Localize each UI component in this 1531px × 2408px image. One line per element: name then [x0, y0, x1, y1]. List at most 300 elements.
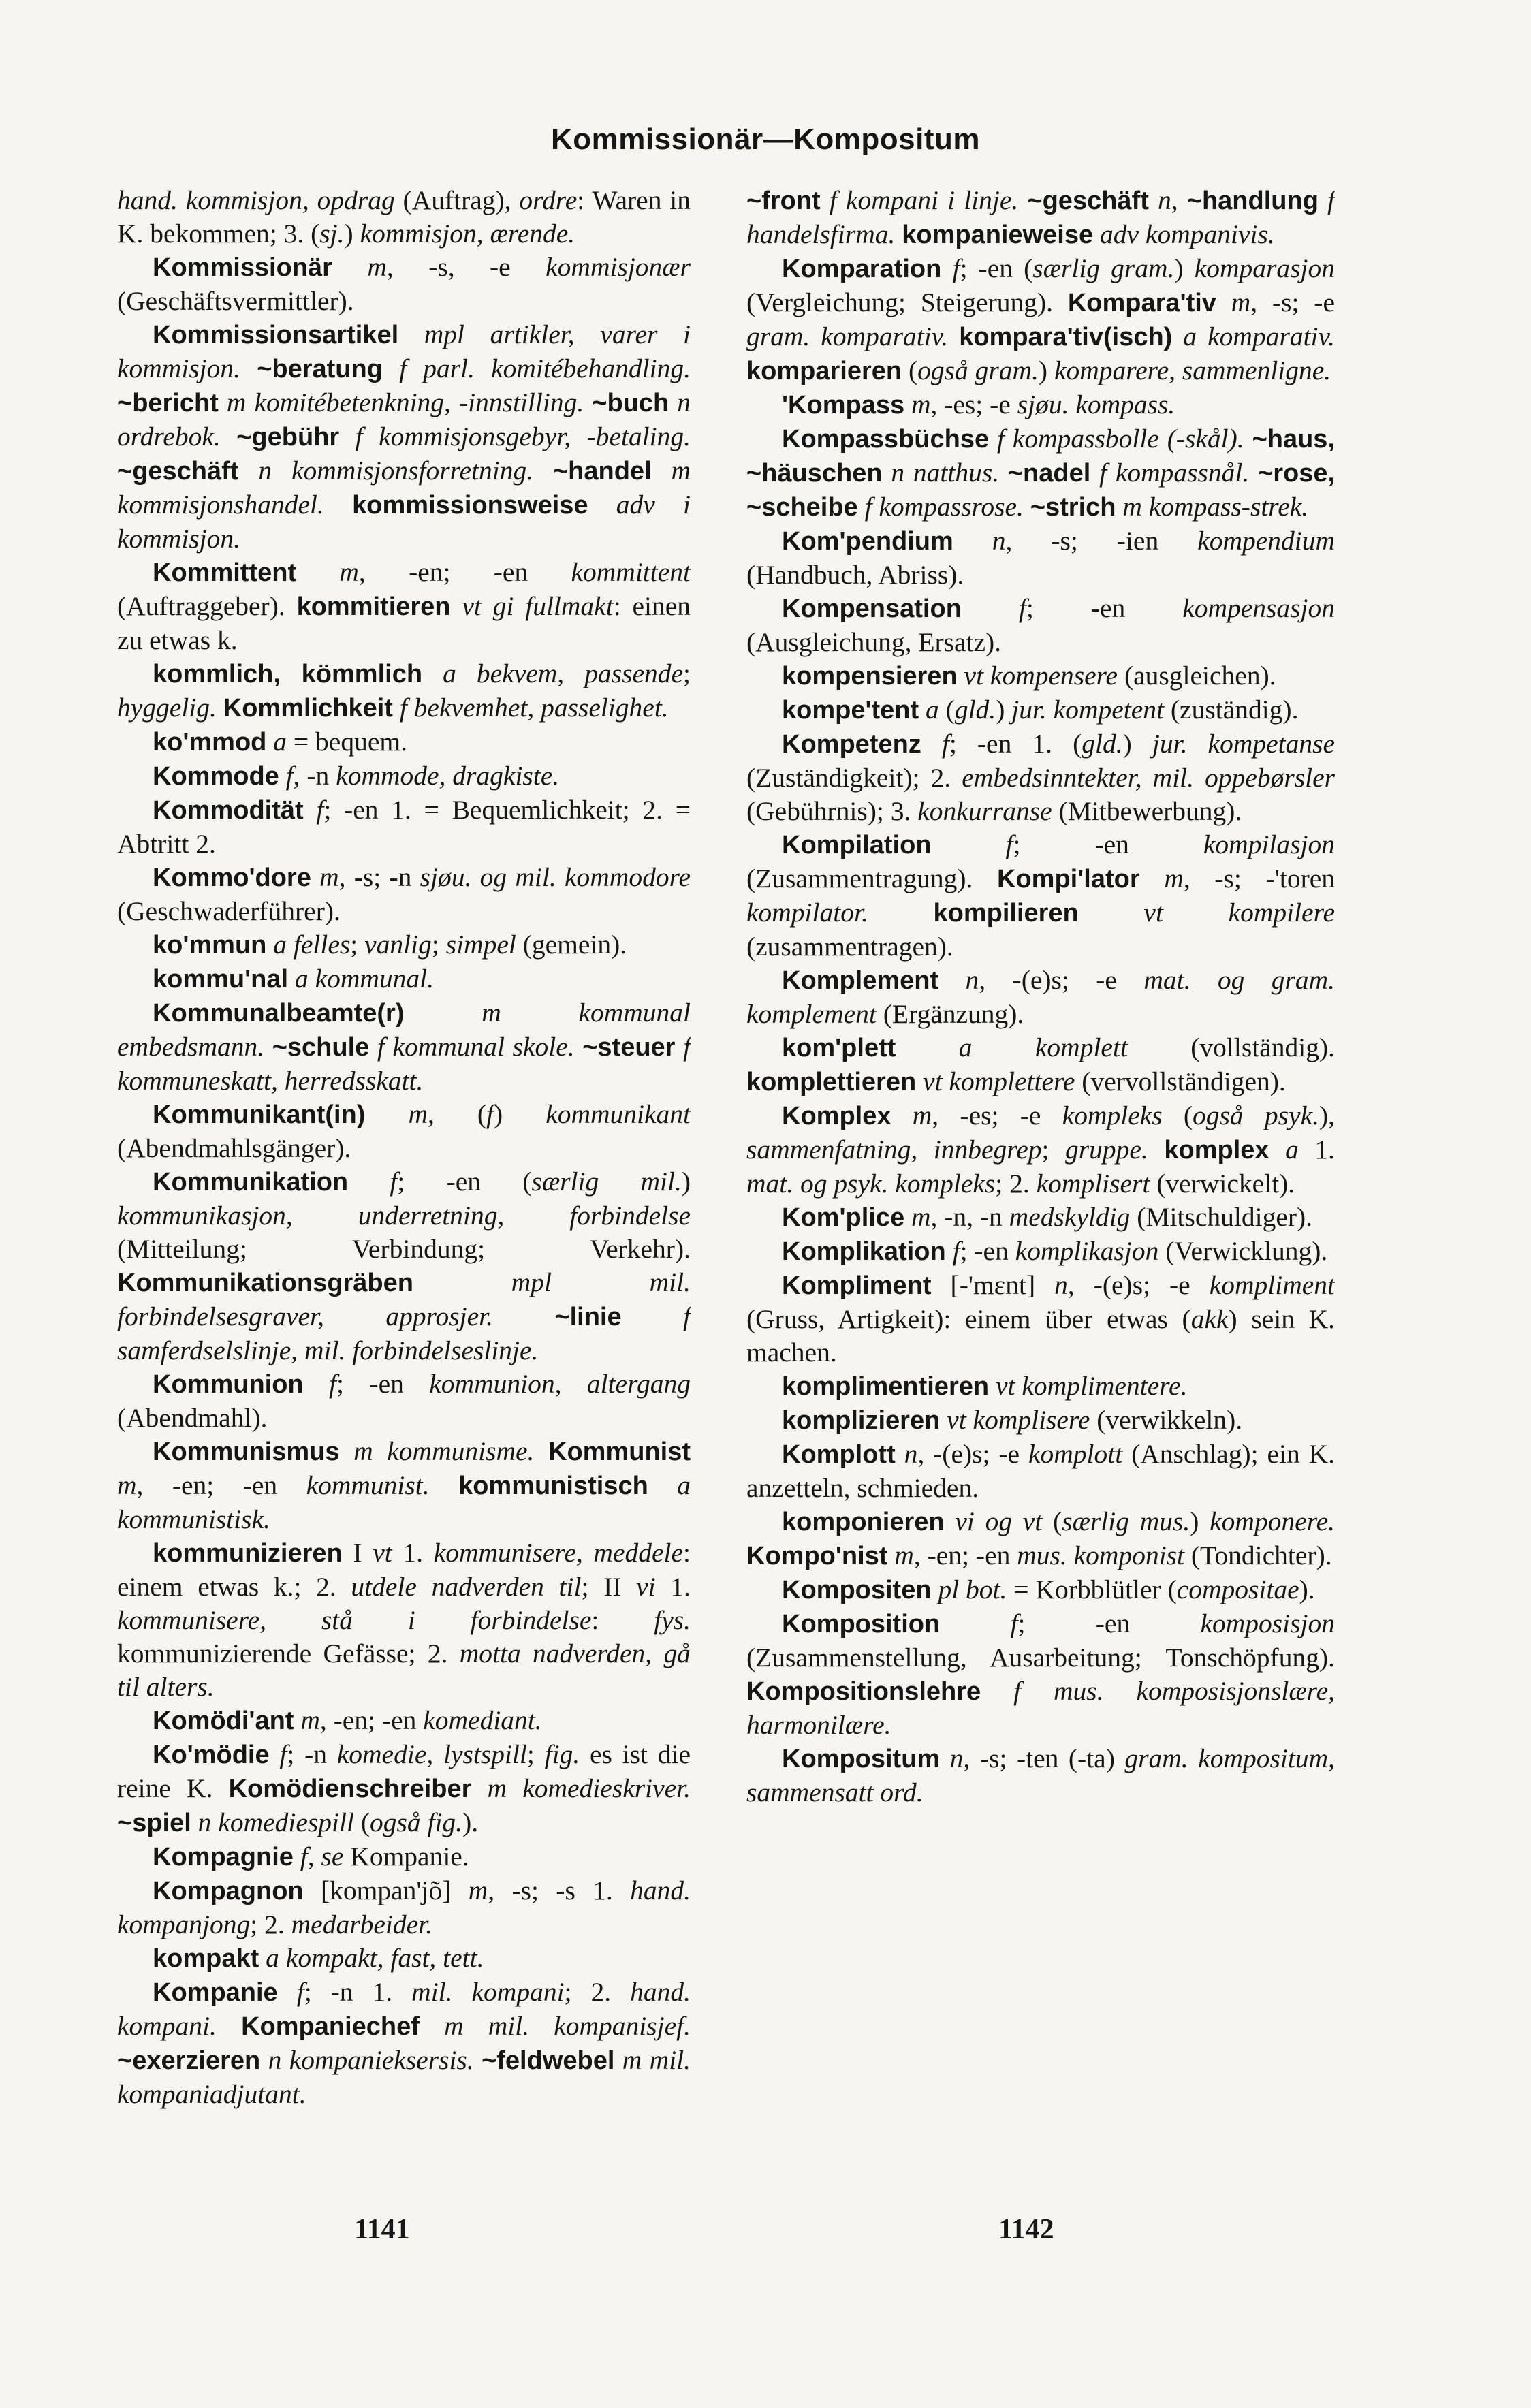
entry-text: ; -n 1. — [304, 1977, 412, 2007]
headword: Kompliment — [782, 1271, 932, 1300]
entry-text: 1. — [1298, 1135, 1335, 1165]
entry-text: , -es; -e — [932, 1100, 1062, 1130]
entry-text: = Korbblütler ( — [1007, 1574, 1177, 1604]
dictionary-entry — [746, 592, 1335, 659]
headword: kommissionsweise — [352, 491, 588, 520]
translation-text: m — [339, 557, 359, 587]
entry-text: , -en; -en — [913, 1540, 1017, 1570]
headword: Kompositen — [782, 1576, 932, 1604]
entry-text — [219, 387, 227, 417]
entry-text — [675, 1032, 683, 1062]
entry-text — [339, 422, 355, 452]
translation-text: f mus. komposisjonslære, harmonilære. — [746, 1676, 1335, 1740]
translation-text: gld. — [954, 695, 996, 725]
dictionary-entry — [117, 1435, 691, 1536]
entry-text — [1116, 492, 1122, 522]
entry-text: (Ergänzung). — [876, 999, 1024, 1029]
headword: Kommode — [153, 762, 279, 791]
translation-text: m kommisjonshandel. — [117, 456, 691, 520]
headword: ~bericht — [117, 389, 219, 417]
headword: kommu'nal — [153, 965, 289, 994]
entry-text — [896, 1439, 904, 1469]
translation-text: vt kompilere — [1143, 898, 1335, 928]
translation-text: hand. kompanjong — [117, 1875, 691, 1939]
entry-text — [1148, 1135, 1165, 1165]
entry-text — [941, 253, 952, 283]
entry-text: ; -en 1. ( — [949, 729, 1082, 759]
headword: komplizieren — [782, 1406, 941, 1435]
entry-text — [420, 2011, 444, 2041]
headword: Kommlichkeit — [223, 694, 393, 723]
entry-text — [240, 353, 257, 383]
entry-text — [1269, 1135, 1286, 1165]
translation-text: n natthus. — [891, 458, 1000, 488]
translation-text: også gram. — [917, 355, 1039, 385]
entry-text: ). — [462, 1807, 479, 1837]
translation-text: gld. — [1082, 729, 1123, 759]
translation-text: mil. kompani — [411, 1977, 565, 2007]
entry-text — [451, 591, 462, 621]
entry-text: 1. — [392, 1538, 434, 1568]
headword: Kompassbüchse — [782, 425, 990, 454]
entry-text: ; -en 1. = Bequemlichkeit; 2. = Abtritt 2. — [117, 795, 691, 859]
dictionary-entry — [117, 184, 691, 251]
translation-text: kommunisere, meddele — [433, 1538, 684, 1568]
entry-text: : einem etwas k.; 2. — [117, 1538, 691, 1602]
dictionary-entry — [746, 422, 1335, 524]
translation-text: komediant. — [423, 1705, 542, 1735]
entry-text — [278, 1977, 297, 2007]
translation-text: komparasjon — [1194, 253, 1335, 283]
headword: Kommissionsartikel — [153, 321, 399, 349]
entry-text — [1140, 864, 1165, 893]
entry-text — [896, 1032, 958, 1062]
entry-text — [191, 1807, 198, 1837]
translation-text: hand. kommisjon, opdrag — [117, 185, 395, 215]
entry-text: , -(e)s; -e — [917, 1439, 1028, 1469]
headword: Kommittent — [153, 558, 297, 587]
translation-text: medskyldig — [1009, 1202, 1131, 1232]
translation-text: f — [316, 795, 324, 825]
entry-text: (verwickelt). — [1150, 1169, 1295, 1199]
entry-text — [304, 795, 317, 825]
dictionary-entry — [746, 693, 1335, 727]
dictionary-entry — [746, 1099, 1335, 1201]
entry-text: (Zuständigkeit); 2. — [746, 763, 962, 793]
translation-text: komplikasjon — [1015, 1236, 1159, 1266]
entry-text: (verwikkeln). — [1090, 1405, 1243, 1435]
headword: Kommissionär — [153, 253, 332, 282]
entry-text: ( — [353, 1807, 370, 1837]
translation-text: mpl artikler, varer i kommisjon. — [117, 319, 691, 383]
headword: Komparation — [782, 255, 942, 283]
translation-text: vanlig — [364, 930, 432, 960]
entry-text — [279, 761, 286, 791]
headword: komplimentieren — [782, 1372, 990, 1401]
headword: kompe'tent — [782, 696, 919, 725]
entry-text: ; — [350, 930, 365, 960]
translation-text: mus. komponist — [1017, 1540, 1185, 1570]
entry-text: (Ausgleichung, Ersatz). — [746, 627, 1002, 657]
translation-text: f — [952, 1236, 960, 1266]
translation-text: m — [300, 1705, 320, 1735]
headword: Komplex — [782, 1102, 891, 1130]
headword: kompakt — [153, 1944, 259, 1973]
translation-text: også fig. — [369, 1807, 463, 1837]
entry-text: (Geschwaderführer). — [117, 896, 341, 926]
dictionary-entry — [746, 388, 1335, 422]
entry-text — [588, 490, 616, 520]
entry-text — [324, 490, 352, 520]
dictionary-entry — [746, 1269, 1335, 1369]
translation-text: gruppe. — [1065, 1135, 1148, 1165]
entry-text — [953, 526, 992, 556]
translation-text: f — [329, 1369, 337, 1399]
entry-text: (Vergleichung; Steigerung). — [746, 287, 1068, 317]
entry-text: ; — [1041, 1135, 1066, 1165]
entry-text — [294, 1705, 300, 1735]
translation-text: jur. kompetanse — [1152, 729, 1335, 759]
translation-text: m — [894, 1540, 914, 1570]
left-column — [117, 184, 691, 2200]
headword: ~feldwebel — [482, 2046, 615, 2075]
entry-text: [kompan'jõ] — [303, 1875, 469, 1905]
entry-text — [296, 557, 339, 587]
translation-text: ordre — [519, 185, 578, 215]
entry-text: ( — [902, 355, 918, 385]
translation-text: m — [468, 1875, 488, 1905]
entry-text: (ausgleichen). — [1118, 661, 1276, 691]
dictionary-entry — [117, 1367, 691, 1435]
entry-text: ; -n — [287, 1739, 337, 1769]
translation-text: embedsinntekter, mil. oppebørsler — [962, 763, 1335, 793]
entry-text: kommunizierende Gefässe; 2. — [117, 1638, 460, 1668]
headword: kompara'tiv(isch) — [959, 323, 1173, 351]
entry-text — [895, 219, 902, 249]
translation-text: a komplett — [958, 1032, 1128, 1062]
headword: Kommunikation — [153, 1168, 349, 1197]
entry-text: : — [591, 1605, 654, 1635]
headword: kommlich, kömmlich — [153, 660, 423, 688]
entry-text: , -s, -e — [386, 252, 546, 282]
entry-text — [948, 321, 959, 351]
entry-text — [938, 965, 965, 995]
entry-text — [1216, 287, 1231, 317]
entry-text — [989, 424, 997, 454]
dictionary-entry — [117, 1976, 691, 2111]
translation-text: kommunikasjon, underretning, forbindelse — [117, 1201, 691, 1231]
entry-text — [348, 1167, 390, 1197]
entry-text — [294, 1841, 300, 1871]
headword: kommunizieren — [153, 1539, 343, 1568]
headword: Komplement — [782, 966, 939, 995]
page-number-right: 1142 — [998, 2214, 1054, 2245]
translation-text: særlig mil. — [531, 1167, 682, 1197]
headword: ko'mmun — [153, 931, 267, 960]
translation-text: f — [1018, 593, 1026, 623]
translation-text: a kompakt, fast, tett. — [266, 1943, 484, 1973]
headword: Kommunion — [153, 1370, 304, 1399]
entry-text: ( — [1162, 1100, 1193, 1130]
entry-text: , -en; -en — [358, 557, 571, 587]
entry-text — [916, 1066, 923, 1096]
translation-text: motta nadverden, gå til alters. — [117, 1638, 691, 1702]
headword: ~strich — [1030, 493, 1116, 522]
entry-text: (Zusammenstellung, Ausarbeitung; Tonschöpfung). — [746, 1643, 1335, 1673]
dictionary-entry — [117, 793, 691, 861]
translation-text: f — [390, 1167, 398, 1197]
translation-text: f — [296, 1977, 304, 2007]
headword: ~front — [746, 187, 821, 215]
dictionary-entry — [746, 1369, 1335, 1404]
translation-text: f — [941, 729, 949, 759]
translation-text: a — [1285, 1135, 1299, 1165]
entry-text: 1. — [655, 1572, 691, 1602]
translation-text: m — [117, 1470, 137, 1500]
entry-text — [962, 593, 1019, 623]
headword: Kompilation — [782, 831, 932, 859]
translation-text: sjøu. og mil. kommodore — [420, 862, 691, 892]
translation-text: n kommisjonsforretning. — [258, 456, 534, 486]
headword: Kommunismus — [153, 1438, 340, 1466]
dictionary-entry — [117, 251, 691, 318]
entry-text: , -en; -en — [319, 1705, 424, 1735]
translation-text: sammenfatning, innbegrep — [746, 1135, 1042, 1165]
translation-text: kommisjonær — [546, 252, 691, 282]
dictionary-entry — [746, 524, 1335, 592]
entry-text — [1319, 185, 1327, 215]
entry-text: ; -en — [1013, 829, 1203, 859]
translation-text: kompilasjon — [1203, 829, 1335, 859]
entry-text — [1079, 898, 1144, 928]
entry-text: ; -en — [1017, 1609, 1201, 1638]
translation-text: komplott — [1028, 1439, 1123, 1469]
translation-text: f kommunal skole. — [377, 1032, 575, 1062]
translation-text: m komedieskriver. — [487, 1773, 691, 1803]
headword: ~handlung — [1186, 187, 1319, 215]
dictionary-entry — [746, 1607, 1335, 1742]
entry-text — [393, 693, 400, 723]
headword: ~rose, ~scheibe — [746, 459, 1335, 522]
translation-text: simpel — [445, 930, 516, 960]
translation-text: m — [319, 862, 339, 892]
entry-text: (Mitteilung; Verbindung; Verkehr). — [117, 1234, 691, 1264]
translation-text: kompendium — [1197, 526, 1335, 556]
headword: Kompositum — [782, 1745, 941, 1773]
entry-text: ). — [1299, 1574, 1315, 1604]
translation-text: medarbeider. — [291, 1910, 432, 1939]
translation-text: sj. — [319, 219, 345, 249]
dictionary-entry — [117, 1704, 691, 1738]
headword: ~geschäft — [117, 457, 239, 486]
entry-text — [369, 1032, 377, 1062]
translation-text: vt komplimentere. — [995, 1371, 1188, 1401]
entry-text: : Waren in K. bekommen; 3. ( — [117, 185, 691, 249]
dictionary-entry — [117, 1942, 691, 1976]
translation-text: f — [279, 1739, 287, 1769]
headword: kompanieweise — [902, 221, 1094, 249]
entry-text — [339, 1436, 353, 1466]
entry-text: ; — [431, 930, 446, 960]
entry-text: ; -en ( — [397, 1167, 532, 1197]
page-number-left: 1141 — [354, 2214, 410, 2245]
right-column — [746, 184, 1335, 2200]
entry-text — [575, 1032, 583, 1062]
entry-text — [270, 1739, 280, 1769]
entry-text: (Mitschuldiger). — [1130, 1202, 1313, 1232]
entry-text: ) — [1174, 253, 1195, 283]
translation-text: vt komplisere — [947, 1405, 1090, 1435]
headword: komparieren — [746, 357, 902, 385]
headword: ~spiel — [117, 1809, 191, 1837]
entry-text: (Abendmahlsgänger). — [117, 1133, 351, 1163]
translation-text: m komitébetenkning, -innstilling. — [226, 387, 584, 417]
entry-text: (Auftraggeber). — [117, 591, 297, 621]
dictionary-entry — [117, 1738, 691, 1840]
entry-text: es ist die reine K. — [117, 1739, 691, 1803]
entry-text — [413, 1267, 511, 1297]
entry-text — [868, 898, 934, 928]
entry-text: ; II — [581, 1572, 637, 1602]
entry-text: (zuständig). — [1164, 695, 1299, 725]
translation-text: mat. og psyk. kompleks — [746, 1169, 996, 1199]
dictionary-entry — [746, 252, 1335, 388]
headword: kommitieren — [296, 592, 451, 621]
translation-text: a kommunal. — [294, 964, 435, 994]
dictionary-entry — [117, 928, 691, 962]
translation-text: f handelsfirma. — [746, 185, 1335, 249]
headword: kompensieren — [782, 662, 958, 691]
headword: Kompensation — [782, 595, 962, 623]
translation-text: kommunikant — [546, 1099, 691, 1129]
translation-text: f kompani i linje. — [829, 185, 1019, 215]
translation-text: vt komplettere — [923, 1066, 1075, 1096]
translation-text: m kommunisme. — [353, 1436, 535, 1466]
translation-text: n ordrebok. — [117, 387, 691, 452]
entry-text — [584, 387, 592, 417]
entry-text: (Mitbewerbung). — [1052, 796, 1242, 826]
translation-text: komparere, sammenligne. — [1054, 355, 1331, 385]
entry-text: ) — [681, 1167, 691, 1197]
entry-text — [669, 387, 677, 417]
entry-text — [1093, 219, 1100, 249]
translation-text: a — [273, 727, 287, 757]
headword: ~buch — [592, 389, 669, 417]
dictionary-entry — [117, 962, 691, 996]
entry-text — [904, 1202, 911, 1232]
translation-text: f, se — [300, 1841, 344, 1871]
translation-text: konkurranse — [917, 796, 1052, 826]
headword: Komödienschreiber — [228, 1775, 472, 1803]
translation-text: vt kompensere — [964, 661, 1118, 691]
entry-text: (Gruss, Artigkeit): einem über etwas ( — [746, 1304, 1191, 1334]
entry-text — [266, 727, 273, 757]
entry-text: ) — [1122, 729, 1152, 759]
entry-text: ; -en ( — [960, 253, 1033, 283]
translation-text: kommisjon, ærende. — [360, 219, 575, 249]
entry-text: ; -en — [960, 1236, 1015, 1266]
headword: Kompi'lator — [997, 865, 1140, 893]
translation-text: n komediespill — [198, 1807, 354, 1837]
headword: ko'mmod — [153, 728, 267, 757]
dictionary-entry — [746, 1235, 1335, 1269]
entry-text — [493, 1301, 554, 1331]
translation-text: a kommunistisk. — [117, 1470, 691, 1534]
entry-text — [887, 1540, 894, 1570]
entry-text: (vollständig). — [1127, 1032, 1335, 1062]
entry-text — [946, 1236, 953, 1266]
translation-text: kommunisere, stå i forbindelse — [117, 1605, 592, 1635]
dictionary-entry — [117, 725, 691, 759]
entry-text: , -s; -ien — [1005, 526, 1198, 556]
headword: ~beratung — [257, 355, 383, 383]
entry-text — [383, 353, 399, 383]
translation-text: kompliment — [1209, 1270, 1335, 1300]
translation-text: utdele nadverden til — [351, 1572, 582, 1602]
entry-text — [288, 964, 295, 994]
translation-text: n — [1054, 1270, 1068, 1300]
translation-text: vt — [373, 1538, 392, 1568]
entry-text — [1149, 185, 1158, 215]
entry-text: , -(e)s; -e — [1067, 1270, 1210, 1300]
entry-text — [217, 693, 223, 723]
translation-text: f kompassnål. — [1099, 458, 1250, 488]
headword: ~exerzieren — [117, 2046, 261, 2075]
entry-text — [422, 659, 443, 688]
translation-text: jur. kompetent — [1011, 695, 1165, 725]
translation-text: f — [285, 761, 294, 791]
translation-text: mat. og gram. komplement — [746, 965, 1335, 1029]
translation-text: mpl mil. forbindelsesgraver, approsjer. — [117, 1267, 691, 1331]
entry-text: ( — [1042, 1506, 1062, 1536]
entry-text — [221, 422, 236, 452]
dictionary-entry — [746, 1201, 1335, 1235]
entry-text — [304, 1369, 329, 1399]
dictionary-entry — [117, 759, 691, 793]
entry-text: , -n — [293, 761, 336, 791]
entry-text — [1090, 458, 1099, 488]
translation-text: f parl. komitébehandling. — [399, 353, 691, 383]
headword: komponieren — [782, 1508, 945, 1536]
translation-text: f samferdselslinje, mil. forbindelseslinje. — [117, 1301, 691, 1365]
translation-text: fys. — [654, 1605, 691, 1635]
translation-text: a — [926, 695, 939, 725]
dictionary-entry — [117, 996, 691, 1098]
translation-text: m mil. kompanisjef. — [444, 2011, 691, 2041]
entry-text: ) — [1038, 355, 1054, 385]
headword: ~haus, ~häuschen — [746, 425, 1335, 488]
entry-text: ( — [938, 695, 955, 725]
headword: Kom'pendium — [782, 527, 953, 556]
entry-text: ; -en — [1026, 593, 1183, 623]
translation-text: f bekvemhet, passelighet. — [399, 693, 669, 723]
headword: Kom'plice — [782, 1203, 905, 1232]
dictionary-entry — [117, 861, 691, 928]
entry-text: : einen zu etwas k. — [117, 591, 691, 655]
entry-text: (Tondichter). — [1184, 1540, 1332, 1570]
entry-text — [1172, 321, 1183, 351]
translation-text: n — [1158, 185, 1171, 215]
entry-text — [921, 729, 942, 759]
translation-text: adv i kommisjon. — [117, 490, 691, 554]
page-header: Kommissionär—Kompositum — [550, 123, 980, 156]
dictionary-entry — [117, 318, 691, 556]
headword: ~nadel — [1007, 459, 1091, 488]
translation-text: m — [367, 252, 387, 282]
headword: Ko'mödie — [153, 1741, 270, 1769]
entry-text — [999, 458, 1008, 488]
entry-text — [919, 695, 926, 725]
